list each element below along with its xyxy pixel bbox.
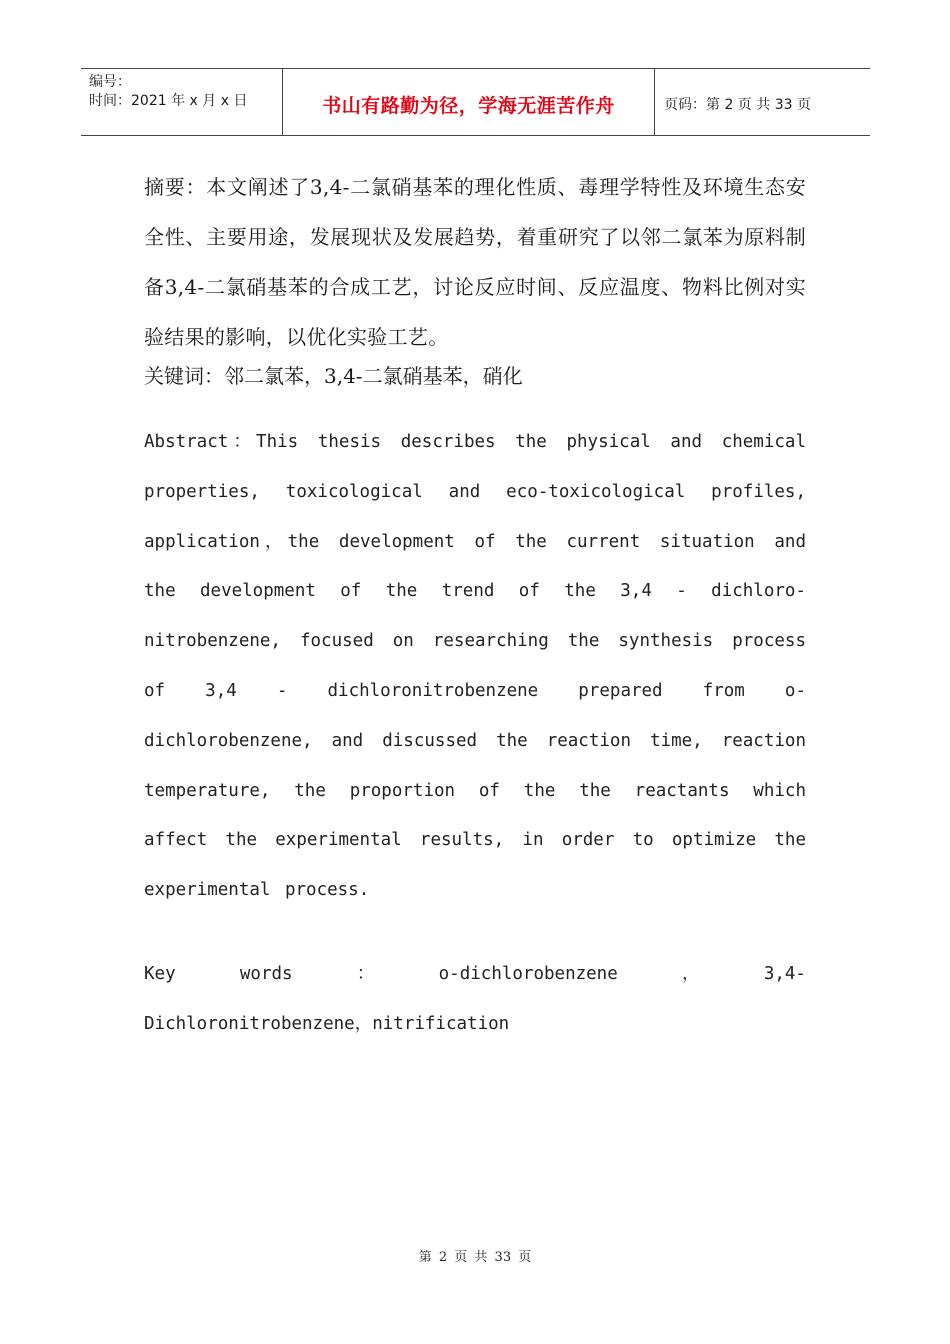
keywords-english-part: Key [144, 963, 176, 984]
keywords-english-part: 3,4- [763, 963, 806, 984]
header-motto-cell [282, 69, 655, 135]
abstract-chinese: 摘要：本文阐述了3,4-二氯硝基苯的理化性质、毒理学特性及环境生态安全性、主要用途，发展现状及发展趋势，着重研究了以邻二氯苯为原料制备3,4-二氯硝基苯的合成工艺，讨论反应时间、反应温度、物料比例对实验结果的影响，以优化实验工艺。 [144, 175, 806, 349]
header-motto: 书山有路勤为径，学海无涯苦作舟 [322, 94, 615, 117]
keywords-chinese: 关键词：邻二氯苯，3,4-二氯硝基苯，硝化 [144, 364, 523, 388]
keywords-english-part: o-dichlorobenzene [438, 963, 618, 984]
header-page-info: 页码：第 2 页 共 33 页 [664, 97, 811, 113]
document-time-label: 时间：2021 年 x 月 x 日 [89, 93, 248, 109]
keywords-english-line2: Dichloronitrobenzene，nitrification [144, 1013, 510, 1034]
keywords-english-line1 [144, 949, 806, 999]
document-body [144, 162, 806, 1049]
keywords-english-part: words [239, 963, 293, 984]
keywords-english-part: ， [682, 963, 700, 984]
keywords-english [144, 949, 806, 1049]
page-footer: 第 2 页 共 33 页 [418, 1250, 532, 1265]
document-header [81, 68, 870, 136]
header-page-info-cell [655, 69, 870, 135]
keywords-english-part: ： [356, 963, 375, 984]
document-number-label: 编号： [89, 74, 131, 90]
header-meta [81, 69, 282, 135]
abstract-english: Abstract：This thesis describes the physical and chemical properties, toxicological and eco-toxicological profiles, application，the development of the current situation and the development of the trend of the 3,4 - dichloro-nitrobenzene, focused on researching the synthesis process of 3,4 - dichloronitrobenzene prepared from o-dichlorobenzene, and discussed the reaction time, reaction temperature, the proportion of the the reactants which affect the experimental results, in order to optimize the experimental process. [144, 432, 806, 901]
